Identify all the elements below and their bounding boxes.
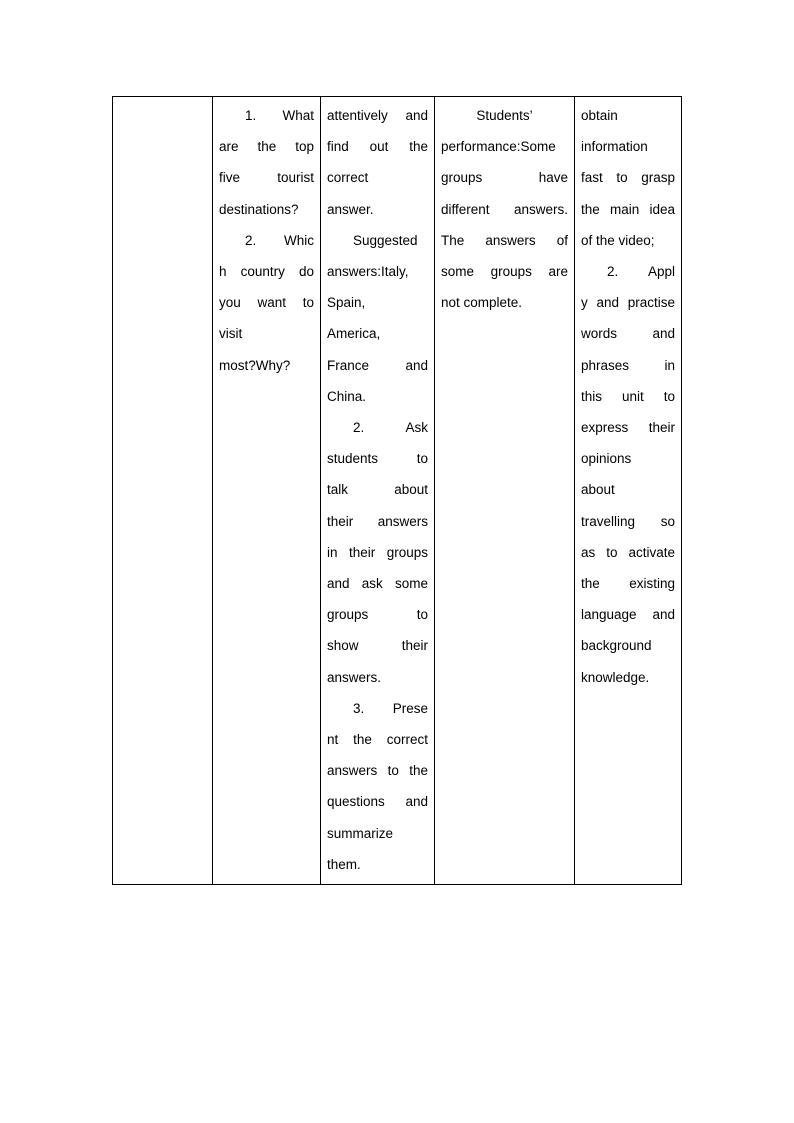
- cell-text-line: language and: [581, 607, 675, 623]
- cell-text-line: 3. Prese: [353, 700, 428, 716]
- cell-text-line: travelling so: [581, 513, 675, 529]
- cell-text-line: are the top: [219, 139, 314, 155]
- cell-text-line: answers:Italy,: [327, 264, 409, 280]
- cell-text-line: China.: [327, 388, 367, 404]
- cell-text-line: their answers: [327, 513, 428, 529]
- cell-text-line: background: [581, 638, 652, 654]
- purpose-cell: [575, 97, 682, 885]
- cell-text-line: the main idea: [581, 201, 675, 217]
- questions-cell: [213, 97, 321, 885]
- cell-text-line: visit: [219, 326, 243, 342]
- cell-text-line: y and practise: [581, 295, 675, 311]
- cell-text-line: about: [581, 482, 615, 498]
- lesson-plan-table: [112, 96, 682, 885]
- student-performance-cell: [435, 97, 575, 885]
- cell-text-line: express their: [581, 420, 675, 436]
- cell-text-line: The answers of: [441, 232, 568, 248]
- cell-text-line: answer.: [327, 201, 374, 217]
- cell-text-line: performance:Some: [441, 139, 556, 155]
- cell-text-line: nt the correct: [327, 732, 428, 748]
- cell-text-line: not complete.: [441, 295, 523, 311]
- cell-text-line: show their: [327, 638, 428, 654]
- cell-text-line: talk about: [327, 482, 428, 498]
- cell-text-line: Spain,: [327, 295, 366, 311]
- cell-text-line: and ask some: [327, 576, 428, 592]
- cell-text-line: Students’: [476, 108, 533, 123]
- cell-text-line: 2. Ask: [353, 420, 428, 436]
- cell-text-line: groups have: [441, 170, 568, 186]
- cell-text-line: h country do: [219, 264, 314, 280]
- cell-text-line: information: [581, 139, 648, 155]
- cell-text-line: some groups are: [441, 264, 568, 280]
- cell-text-line: find out the: [327, 139, 428, 155]
- cell-text-line: opinions: [581, 451, 632, 467]
- cell-text-line: words and: [581, 326, 675, 342]
- cell-text-line: them.: [327, 856, 361, 872]
- cell-text-line: answers to the: [327, 763, 428, 779]
- cell-text-line: as to activate: [581, 544, 675, 560]
- cell-text-line: different answers.: [441, 201, 568, 217]
- cell-text-line: summarize: [327, 825, 394, 841]
- cell-text-line: knowledge.: [581, 669, 650, 685]
- cell-text-line: fast to grasp: [581, 170, 675, 186]
- cell-text-line: answers.: [327, 669, 382, 685]
- cell-text-line: questions and: [327, 794, 428, 810]
- cell-text-line: correct: [327, 170, 369, 186]
- cell-text-line: France and: [327, 357, 428, 373]
- table-row: [113, 97, 682, 885]
- cell-text-line: the existing: [581, 576, 675, 592]
- cell-text-line: attentively and: [327, 108, 428, 123]
- cell-text-line: of the video;: [581, 232, 655, 248]
- cell-text-line: in their groups: [327, 544, 428, 560]
- cell-text-line: students to: [327, 451, 428, 467]
- cell-text-line: destinations?: [219, 201, 299, 217]
- cell-text-line: five tourist: [219, 170, 314, 186]
- cell-text-line: 2. Whic: [245, 232, 314, 248]
- cell-text-line: this unit to: [581, 388, 675, 404]
- cell-text-line: you want to: [219, 295, 314, 311]
- cell-text-line: phrases in: [581, 357, 675, 373]
- cell-text-line: 2. Appl: [607, 264, 675, 280]
- cell-text-line: groups to: [327, 607, 428, 623]
- cell-text-line: 1. What: [245, 108, 314, 123]
- cell-text-line: most?Why?: [219, 357, 291, 373]
- cell-text-line: Suggested: [353, 232, 418, 248]
- stage-cell: [113, 97, 213, 885]
- cell-text-line: obtain: [581, 108, 618, 123]
- teacher-activity-cell: [321, 97, 435, 885]
- cell-text-line: America,: [327, 326, 381, 342]
